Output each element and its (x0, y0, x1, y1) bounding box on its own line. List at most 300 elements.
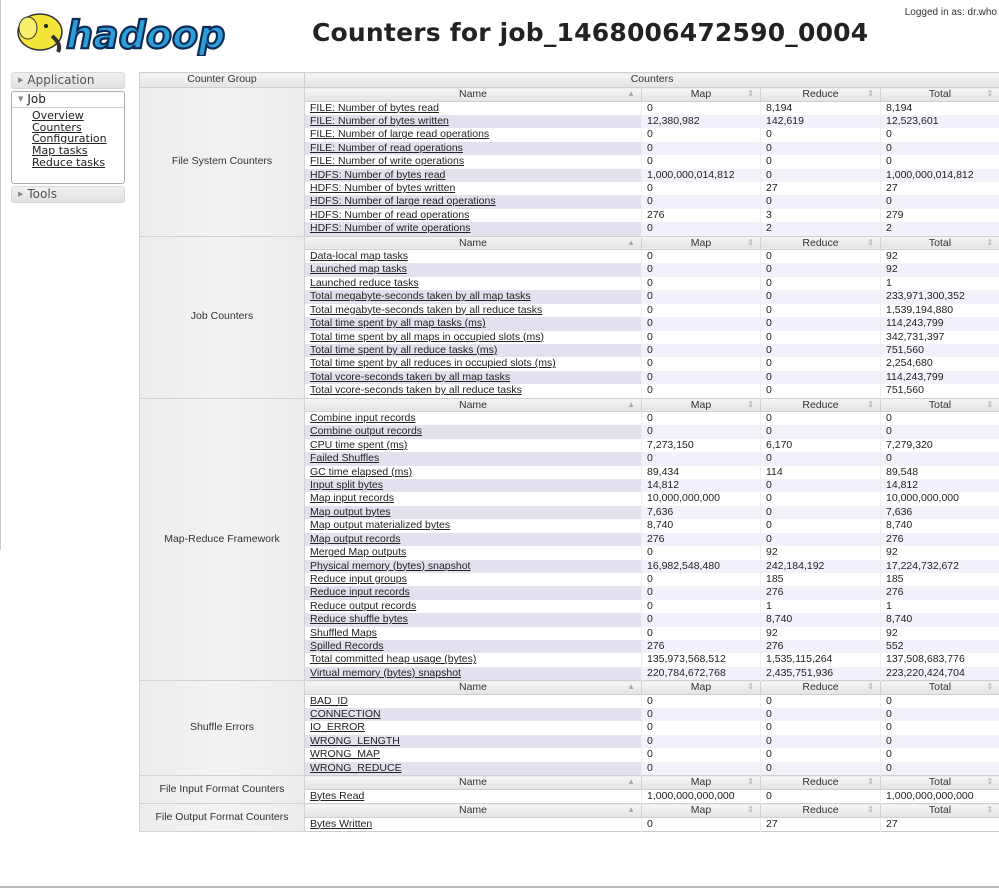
counter-reduce-value: 0 (761, 142, 881, 155)
counter-name-cell (305, 317, 642, 330)
counter-name-cell (305, 533, 642, 546)
counter-name-cell (305, 667, 642, 681)
counter-link[interactable]: FILE: Number of write operations (310, 155, 465, 168)
counter-map-value: 0 (642, 600, 761, 613)
header-label: Name (458, 88, 487, 100)
counter-link[interactable]: Reduce shuffle bytes (310, 613, 408, 626)
sort-header-reduce[interactable] (761, 236, 881, 250)
counter-map-value: 0 (642, 195, 761, 208)
sub-header-row (140, 804, 999, 818)
counter-link[interactable]: Total vcore-seconds taken by all map tasks (310, 370, 511, 383)
counter-name-cell (305, 519, 642, 532)
sort-header-name[interactable] (305, 681, 642, 695)
sort-header-map[interactable] (642, 776, 761, 790)
counter-total-value: 0 (881, 195, 999, 208)
hadoop-logo[interactable] (12, 6, 226, 56)
counter-name-cell (305, 466, 642, 479)
counter-total-value: 1,000,000,014,812 (881, 169, 999, 182)
sort-header-name[interactable] (305, 236, 642, 250)
counter-total-value: 92 (881, 546, 999, 559)
counter-reduce-value: 276 (761, 640, 881, 653)
sidebar-section-label: Job (27, 92, 46, 106)
counter-total-value: 552 (881, 640, 999, 653)
counter-name-cell (305, 817, 642, 831)
counter-link[interactable]: FILE: Number of read operations (310, 141, 463, 154)
elephant-logo-icon (12, 6, 226, 56)
counter-name-cell (305, 479, 642, 492)
counter-total-value: 92 (881, 627, 999, 640)
counter-link[interactable]: Total time spent by all map tasks (ms) (310, 317, 486, 330)
counter-link[interactable]: Reduce input records (310, 586, 410, 599)
header-label: Reduce (802, 88, 839, 100)
sort-header-total[interactable] (881, 681, 999, 695)
counter-name-cell (305, 195, 642, 208)
counter-total-value: 279 (881, 209, 999, 222)
sort-header-reduce[interactable] (761, 776, 881, 790)
counter-reduce-value: 0 (761, 384, 881, 398)
sort-both-icon: ⇕ (867, 237, 874, 247)
counter-map-value: 0 (642, 817, 761, 831)
counter-name-cell (305, 439, 642, 452)
header-label: Name (458, 236, 487, 249)
counter-link[interactable]: HDFS: Number of bytes read (310, 168, 446, 181)
sort-both-icon: ⇕ (867, 399, 874, 409)
counter-reduce-value: 0 (761, 492, 881, 505)
counter-link[interactable]: Failed Shuffles (310, 452, 380, 465)
counter-total-value: 751,560 (881, 384, 999, 398)
counter-reduce-value: 0 (761, 425, 881, 438)
sidebar-section-application[interactable] (11, 72, 125, 89)
counter-link[interactable]: FILE: Number of bytes read (310, 101, 439, 114)
counter-map-value: 0 (642, 155, 761, 168)
counter-map-value: 0 (642, 344, 761, 357)
sort-header-map[interactable] (642, 398, 761, 412)
counter-link[interactable]: WRONG_MAP (310, 748, 381, 761)
sort-header-total[interactable] (881, 804, 999, 818)
counter-link[interactable]: Map output records (310, 532, 401, 545)
counter-map-value: 7,273,150 (642, 439, 761, 452)
header-label: Name (458, 398, 487, 411)
counter-reduce-value: 0 (761, 357, 881, 370)
counter-total-value: 27 (881, 817, 999, 831)
counter-link[interactable]: Merged Map outputs (310, 546, 407, 559)
counter-total-value: 10,000,000,000 (881, 492, 999, 505)
header-label: Reduce (802, 776, 839, 789)
counter-reduce-value: 0 (761, 708, 881, 721)
sort-header-total[interactable] (881, 398, 999, 412)
counter-reduce-value: 0 (761, 789, 881, 803)
counter-total-value: 0 (881, 452, 999, 465)
counter-link[interactable]: Launched map tasks (310, 263, 407, 276)
counter-link[interactable]: Virtual memory (bytes) snapshot (310, 666, 461, 679)
counter-name-cell (305, 115, 642, 128)
counter-reduce-value: 92 (761, 627, 881, 640)
sort-header-name[interactable] (305, 398, 642, 412)
sort-ascending-icon: ▲ (627, 777, 635, 787)
counter-link[interactable]: Combine output records (310, 425, 423, 438)
counter-link[interactable]: HDFS: Number of large read operations (310, 195, 496, 208)
counter-name-cell (305, 546, 642, 559)
sort-both-icon: ⇕ (986, 89, 994, 98)
counter-map-value: 0 (642, 357, 761, 370)
counter-map-value: 0 (642, 694, 761, 708)
counter-link[interactable]: WRONG_LENGTH (310, 734, 400, 747)
header-label: Total (928, 681, 952, 694)
counter-map-value: 8,740 (642, 519, 761, 532)
counter-name-cell (305, 384, 642, 398)
counter-name-cell (305, 721, 642, 734)
counter-reduce-value: 0 (761, 762, 881, 776)
sort-both-icon: ⇕ (747, 89, 754, 98)
counter-map-value: 0 (642, 627, 761, 640)
page-border (0, 0, 1, 550)
counter-name-cell (305, 425, 642, 438)
triangle-right-icon: ▶ (18, 76, 24, 84)
counter-reduce-value: 242,184,192 (761, 560, 881, 573)
counter-map-value: 0 (642, 277, 761, 290)
header-label: Reduce (802, 681, 839, 694)
header-label: Map (690, 681, 712, 694)
sort-header-reduce[interactable] (761, 681, 881, 695)
link-configuration[interactable]: Configuration (32, 132, 107, 146)
counter-map-value: 0 (642, 586, 761, 599)
link-overview[interactable]: Overview (32, 109, 84, 122)
sort-ascending-icon: ▲ (627, 682, 635, 692)
counter-reduce-value: 0 (761, 277, 881, 290)
counter-name-cell (305, 209, 642, 222)
counter-name-cell (305, 789, 642, 803)
sort-ascending-icon: ▲ (627, 89, 635, 98)
sort-both-icon: ⇕ (867, 777, 874, 787)
counter-total-value: 276 (881, 533, 999, 546)
counter-total-value: 14,812 (881, 479, 999, 492)
sort-both-icon: ⇕ (867, 89, 874, 98)
header-label: Name (458, 776, 487, 789)
counter-name-cell (305, 304, 642, 317)
sort-header-total[interactable] (881, 88, 999, 102)
counter-map-value: 1,000,000,000,000 (642, 789, 761, 803)
counter-map-value: 0 (642, 412, 761, 426)
counter-name-cell (305, 128, 642, 141)
counter-name-cell (305, 412, 642, 426)
counter-name-cell (305, 762, 642, 776)
counter-total-value: 7,636 (881, 506, 999, 519)
counter-link[interactable]: Bytes Written (310, 817, 373, 830)
counter-name-cell (305, 573, 642, 586)
counter-link[interactable]: Input split bytes (310, 479, 383, 492)
sort-both-icon: ⇕ (986, 805, 994, 814)
sidebar-section-job[interactable] (11, 91, 125, 108)
counter-map-value: 0 (642, 142, 761, 155)
counter-map-value: 0 (642, 708, 761, 721)
counter-link[interactable]: Total megabyte-seconds taken by all map tasks (310, 290, 531, 303)
header-label: Name (458, 681, 487, 694)
counter-link[interactable]: Map input records (310, 492, 395, 505)
counter-total-value: 8,740 (881, 519, 999, 532)
counter-name-cell (305, 613, 642, 626)
counter-map-value: 0 (642, 250, 761, 264)
header-label: Total (928, 236, 952, 249)
sort-header-map[interactable] (642, 88, 761, 102)
sort-ascending-icon: ▲ (627, 805, 635, 814)
counter-map-value: 0 (642, 101, 761, 115)
counter-reduce-value: 0 (761, 331, 881, 344)
counter-total-value: 233,971,300,352 (881, 290, 999, 303)
counter-link[interactable]: Combine input records (310, 412, 416, 425)
counter-link[interactable]: Total committed heap usage (bytes) (310, 653, 477, 666)
counter-total-value: 137,508,683,776 (881, 653, 999, 666)
header-label: Map (690, 804, 712, 816)
counter-map-value: 220,784,672,768 (642, 667, 761, 681)
counter-name-cell (305, 694, 642, 708)
counter-reduce-value: 0 (761, 735, 881, 748)
counter-reduce-value: 2,435,751,936 (761, 667, 881, 681)
counter-reduce-value: 185 (761, 573, 881, 586)
counter-map-value: 89,434 (642, 466, 761, 479)
counter-link[interactable]: Spilled Records (310, 639, 384, 652)
sort-header-map[interactable] (642, 236, 761, 250)
counter-reduce-value: 0 (761, 169, 881, 182)
link-counters[interactable]: Counters (32, 120, 82, 134)
counter-group-name: File System Counters (140, 88, 305, 237)
sort-both-icon: ⇕ (747, 399, 754, 409)
sort-header-reduce[interactable] (761, 88, 881, 102)
counter-link[interactable]: IO_ERROR (310, 721, 365, 734)
counter-reduce-value: 0 (761, 479, 881, 492)
counter-reduce-value: 6,170 (761, 439, 881, 452)
counter-total-value: 1,539,194,880 (881, 304, 999, 317)
sort-header-total[interactable] (881, 236, 999, 250)
counter-reduce-value: 0 (761, 344, 881, 357)
counter-name-cell (305, 735, 642, 748)
link-map-tasks[interactable]: Map tasks (32, 144, 88, 158)
counter-link[interactable]: Reduce output records (310, 599, 417, 612)
link-reduce-tasks[interactable]: Reduce tasks (32, 155, 106, 169)
sort-header-name[interactable] (305, 88, 642, 102)
counter-total-value: 8,740 (881, 613, 999, 626)
counter-total-value: 1 (881, 277, 999, 290)
counter-total-value: 2,254,680 (881, 357, 999, 370)
sort-ascending-icon: ▲ (627, 237, 635, 247)
counter-map-value: 135,973,568,512 (642, 653, 761, 666)
counter-total-value: 1 (881, 600, 999, 613)
counter-name-cell (305, 586, 642, 599)
counter-link[interactable]: Total time spent by all reduce tasks (ms) (310, 343, 498, 356)
counter-link[interactable]: CONNECTION (310, 708, 381, 721)
counter-name-cell (305, 290, 642, 303)
sidebar-section-tools[interactable] (11, 186, 125, 203)
counter-link[interactable]: Total time spent by all maps in occupied slots (ms) (310, 330, 545, 343)
counter-link[interactable]: Launched reduce tasks (310, 276, 419, 289)
sort-header-map[interactable] (642, 804, 761, 818)
sub-header-row (140, 398, 999, 412)
counter-link[interactable]: GC time elapsed (ms) (310, 465, 413, 478)
job-links (11, 108, 125, 184)
counter-name-cell (305, 492, 642, 505)
counter-link[interactable]: Data-local map tasks (310, 250, 409, 263)
counter-name-cell (305, 331, 642, 344)
counter-reduce-value: 0 (761, 371, 881, 384)
counter-map-value: 0 (642, 425, 761, 438)
counter-link[interactable]: FILE: Number of bytes written (310, 114, 449, 127)
counter-reduce-value: 27 (761, 817, 881, 831)
counter-link[interactable]: BAD_ID (310, 694, 348, 707)
footer-divider (0, 886, 999, 888)
counter-link[interactable]: Total vcore-seconds taken by all reduce tasks (310, 384, 522, 397)
counter-map-value: 16,982,548,480 (642, 560, 761, 573)
counter-total-value: 92 (881, 250, 999, 264)
counter-reduce-value: 92 (761, 546, 881, 559)
counter-reduce-value: 0 (761, 519, 881, 532)
counter-link[interactable]: Map output bytes (310, 505, 391, 518)
counter-map-value: 0 (642, 263, 761, 276)
counter-total-value: 92 (881, 263, 999, 276)
counter-group-name: Map-Reduce Framework (140, 398, 305, 681)
counter-name-cell (305, 653, 642, 666)
counter-reduce-value: 1,535,115,264 (761, 653, 881, 666)
header-label: Total (928, 776, 952, 789)
counter-map-value: 0 (642, 371, 761, 384)
counter-name-cell (305, 101, 642, 115)
counter-total-value: 0 (881, 762, 999, 776)
counter-total-value: 0 (881, 735, 999, 748)
counter-name-cell (305, 748, 642, 761)
counter-total-value: 223,220,424,704 (881, 667, 999, 681)
column-header-counter-group: Counter Group (140, 73, 305, 88)
counter-total-value: 114,243,799 (881, 371, 999, 384)
sort-header-name[interactable] (305, 776, 642, 790)
counter-link[interactable]: Shuffled Maps (310, 626, 377, 639)
counter-reduce-value: 0 (761, 263, 881, 276)
counter-reduce-value: 8,740 (761, 613, 881, 626)
sort-header-map[interactable] (642, 681, 761, 695)
counter-reduce-value: 114 (761, 466, 881, 479)
sidebar-section-label: Application (27, 73, 95, 87)
counter-group-name: File Input Format Counters (140, 776, 305, 804)
counter-reduce-value: 0 (761, 250, 881, 264)
counter-name-cell (305, 250, 642, 264)
counter-reduce-value: 0 (761, 452, 881, 465)
counter-link[interactable]: WRONG_REDUCE (310, 761, 402, 774)
counter-map-value: 7,636 (642, 506, 761, 519)
sort-both-icon: ⇕ (747, 777, 754, 787)
counter-map-value: 1,000,000,014,812 (642, 169, 761, 182)
counter-link[interactable]: FILE: Number of large read operations (310, 128, 490, 141)
counter-total-value: 0 (881, 708, 999, 721)
counter-total-value: 0 (881, 748, 999, 761)
counter-name-cell (305, 155, 642, 168)
counter-reduce-value: 142,619 (761, 115, 881, 128)
sort-both-icon: ⇕ (986, 399, 994, 409)
sub-header-row (140, 776, 999, 790)
counter-link[interactable]: HDFS: Number of write operations (310, 222, 471, 235)
counter-link[interactable]: Total megabyte-seconds taken by all reduce tasks (310, 303, 543, 316)
counter-map-value: 0 (642, 546, 761, 559)
sub-header-row (140, 88, 999, 102)
counter-link[interactable]: Bytes Read (310, 789, 365, 802)
header-label: Reduce (802, 398, 839, 411)
header-label: Reduce (802, 804, 839, 816)
counter-total-value: 2 (881, 222, 999, 236)
counter-reduce-value: 0 (761, 304, 881, 317)
counter-total-value: 0 (881, 128, 999, 141)
triangle-down-icon: ▼ (18, 95, 24, 103)
counter-name-cell (305, 263, 642, 276)
counter-name-cell (305, 506, 642, 519)
counter-map-value: 0 (642, 613, 761, 626)
header-label: Total (928, 398, 952, 411)
counter-name-cell (305, 560, 642, 573)
counter-reduce-value: 0 (761, 694, 881, 708)
counter-link[interactable]: CPU time spent (ms) (310, 438, 408, 451)
counter-map-value: 0 (642, 452, 761, 465)
counter-map-value: 0 (642, 331, 761, 344)
counter-reduce-value: 0 (761, 155, 881, 168)
triangle-right-icon: ▶ (18, 189, 24, 198)
sort-header-total[interactable] (881, 776, 999, 790)
sidebar-section-label: Tools (27, 186, 57, 201)
sort-header-name[interactable] (305, 804, 642, 818)
counter-link[interactable]: HDFS: Number of bytes written (310, 181, 456, 194)
counter-name-cell (305, 169, 642, 182)
counter-reduce-value: 0 (761, 128, 881, 141)
sort-both-icon: ⇕ (747, 805, 754, 814)
counter-name-cell (305, 182, 642, 195)
sort-both-icon: ⇕ (986, 682, 994, 692)
header-label: Total (928, 804, 952, 816)
counter-name-cell (305, 357, 642, 370)
counter-map-value: 276 (642, 209, 761, 222)
counters-panel (139, 72, 999, 832)
counter-link[interactable]: Reduce input groups (310, 572, 407, 585)
counter-name-cell (305, 452, 642, 465)
counter-group-name: Shuffle Errors (140, 681, 305, 776)
logged-in-user: Logged in as: dr.who (904, 7, 997, 18)
page-title: Counters for job_1468006472590_0004 (312, 18, 869, 47)
counter-link[interactable]: Map output materialized bytes (310, 519, 451, 532)
counter-map-value: 0 (642, 573, 761, 586)
counter-total-value: 17,224,732,672 (881, 560, 999, 573)
header-label: Total (928, 88, 952, 100)
counter-reduce-value: 0 (761, 195, 881, 208)
sort-ascending-icon: ▲ (627, 399, 635, 409)
counter-map-value: 0 (642, 317, 761, 330)
counter-reduce-value: 0 (761, 506, 881, 519)
counter-link[interactable]: HDFS: Number of read operations (310, 208, 470, 221)
counter-map-value: 0 (642, 384, 761, 398)
counter-name-cell (305, 600, 642, 613)
counter-map-value: 0 (642, 182, 761, 195)
counter-total-value: 0 (881, 155, 999, 168)
counter-total-value: 0 (881, 721, 999, 734)
counter-map-value: 0 (642, 762, 761, 776)
counter-total-value: 12,523,601 (881, 115, 999, 128)
sort-header-reduce[interactable] (761, 804, 881, 818)
counter-total-value: 114,243,799 (881, 317, 999, 330)
counter-total-value: 89,548 (881, 466, 999, 479)
counter-map-value: 0 (642, 304, 761, 317)
counter-reduce-value: 0 (761, 748, 881, 761)
counter-reduce-value: 0 (761, 721, 881, 734)
sort-header-reduce[interactable] (761, 398, 881, 412)
column-header-counters: Counters (305, 73, 999, 88)
counter-link[interactable]: Physical memory (bytes) snapshot (310, 559, 471, 572)
header-label: Map (690, 398, 712, 411)
counter-link[interactable]: Total time spent by all reduces in occupied slots (ms) (310, 357, 556, 370)
counter-total-value: 8,194 (881, 101, 999, 115)
counters-table (139, 72, 999, 832)
counter-name-cell (305, 277, 642, 290)
